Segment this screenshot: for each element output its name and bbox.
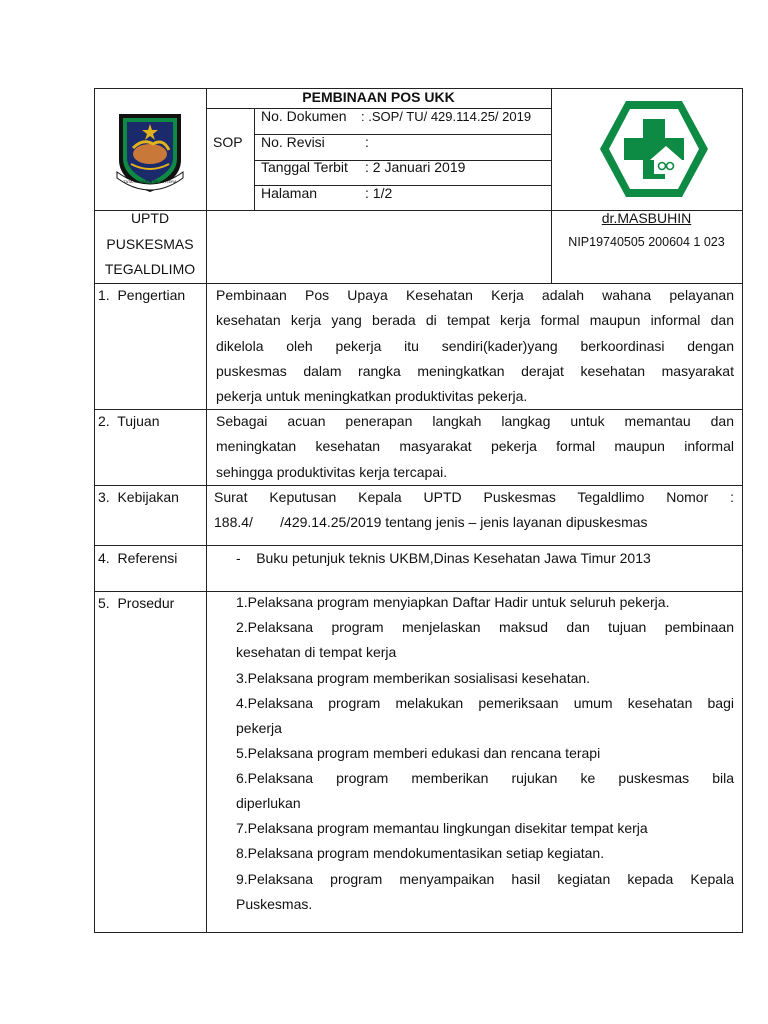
pengertian-line: Pembinaan Pos Upaya Kesehatan Kerja adalah wahana pelayanan (216, 287, 734, 303)
prosedur-item-6: 6.Pelaksana program memberikan rujukan ke puskesmas bila diperlukan (236, 770, 734, 812)
org-line-uptd: UPTD (130, 210, 170, 226)
document-title: PEMBINAAN POS UKK (302, 89, 455, 105)
field-value-halaman: : 1/2 (365, 185, 393, 201)
pengertian-line: dikelola oleh pekerja itu sendiri(kader)yang berkoordinasi dengan (216, 337, 734, 354)
field-value-tanggal-terbit: : 2 Januari 2019 (365, 159, 466, 175)
field-label-no-dokumen: No. Dokumen (261, 108, 347, 124)
signer-name: dr.MASBUHIN (601, 210, 692, 226)
tujuan-text (216, 409, 734, 485)
field-label-no-revisi: No. Revisi (261, 134, 325, 150)
signer-nip: NIP19740505 200604 1 023 (568, 235, 725, 249)
kebijakan-text (214, 485, 734, 536)
pengertian-line: pekerja untuk meningkatkan produktivitas pekerja. (216, 388, 528, 405)
referensi-item: - Buku petunjuk teknis UKBM,Dinas Kesehatan Jawa Timur 2013 (236, 550, 651, 566)
prosedur-item-3: 3.Pelaksana program memberikan sosialisasi kesehatan. (236, 670, 591, 686)
tujuan-line: meningkatan kesehatan masyarakat pekerja formal maupun informal (216, 438, 734, 455)
section-label-referensi: 4. Referensi (98, 550, 178, 566)
org-line-tegaldlimo: TEGALDLIMO (104, 261, 196, 277)
tujuan-line: Sebagai acuan penerapan langkah langkag untuk memantau dan (216, 413, 734, 429)
prosedur-item-8: 8.Pelaksana program mendokumentasikan setiap kegiatan. (236, 845, 605, 861)
org-line-puskesmas: PUSKESMAS (106, 236, 194, 252)
puskesmas-logo (598, 98, 710, 200)
kebijakan-line: Surat Keputusan Kepala UPTD Puskesmas Tegaldlimo Nomor : (214, 489, 734, 505)
section-label-kebijakan: 3. Kebijakan (98, 489, 179, 505)
prosedur-item-4: 4.Pelaksana program melakukan pemeriksaan umum kesehatan bagi pekerja (236, 695, 734, 737)
prosedur-item-7: 7.Pelaksana program memantau lingkungan disekitar tempat kerja (236, 820, 648, 836)
section-label-prosedur: 5. Prosedur (98, 595, 175, 611)
prosedur-list (236, 590, 734, 920)
prosedur-item-5: 5.Pelaksana program memberi edukasi dan rencana terapi (236, 745, 601, 761)
pengertian-line: puskesmas dalam rangka meningkatkan derajat kesehatan masyarakat (216, 362, 734, 379)
field-label-tanggal-terbit: Tanggal Terbit (261, 159, 348, 175)
section-label-pengertian: 1. Pengertian (98, 287, 186, 303)
kebijakan-line: 188.4/ /429.14.25/2019 tentang jenis – jenis layanan dipuskesmas (214, 514, 648, 531)
field-value-no-revisi: : (365, 134, 369, 150)
prosedur-item-9: 9.Pelaksana program menyampaikan hasil kegiatan kepada Kepala Puskesmas. (236, 871, 734, 913)
emblem-ribbon-text: TATA RAHARJA SEJAHTERA (123, 179, 177, 184)
section-label-tujuan: 2. Tujuan (98, 413, 160, 429)
prosedur-item-2: 2.Pelaksana program menjelaskan maksud dan tujuan pembinaan kesehatan di tempat kerja (236, 619, 734, 661)
field-label-halaman: Halaman (261, 185, 318, 201)
prosedur-item-1: 1.Pelaksana program menyiapkan Daftar Hadir untuk seluruh pekerja. (236, 594, 670, 610)
field-value-no-dokumen: : .SOP/ TU/ 429.114.25/ 2019 (361, 109, 532, 124)
tujuan-line: sehingga produktivitas kerja tercapai. (216, 463, 448, 480)
sop-label: SOP (213, 134, 243, 150)
pengertian-line: kesehatan kerja yang berada di tempat kerja formal maupun informal dan (216, 312, 734, 329)
pengertian-text (216, 283, 734, 409)
regional-emblem-logo (113, 108, 187, 196)
